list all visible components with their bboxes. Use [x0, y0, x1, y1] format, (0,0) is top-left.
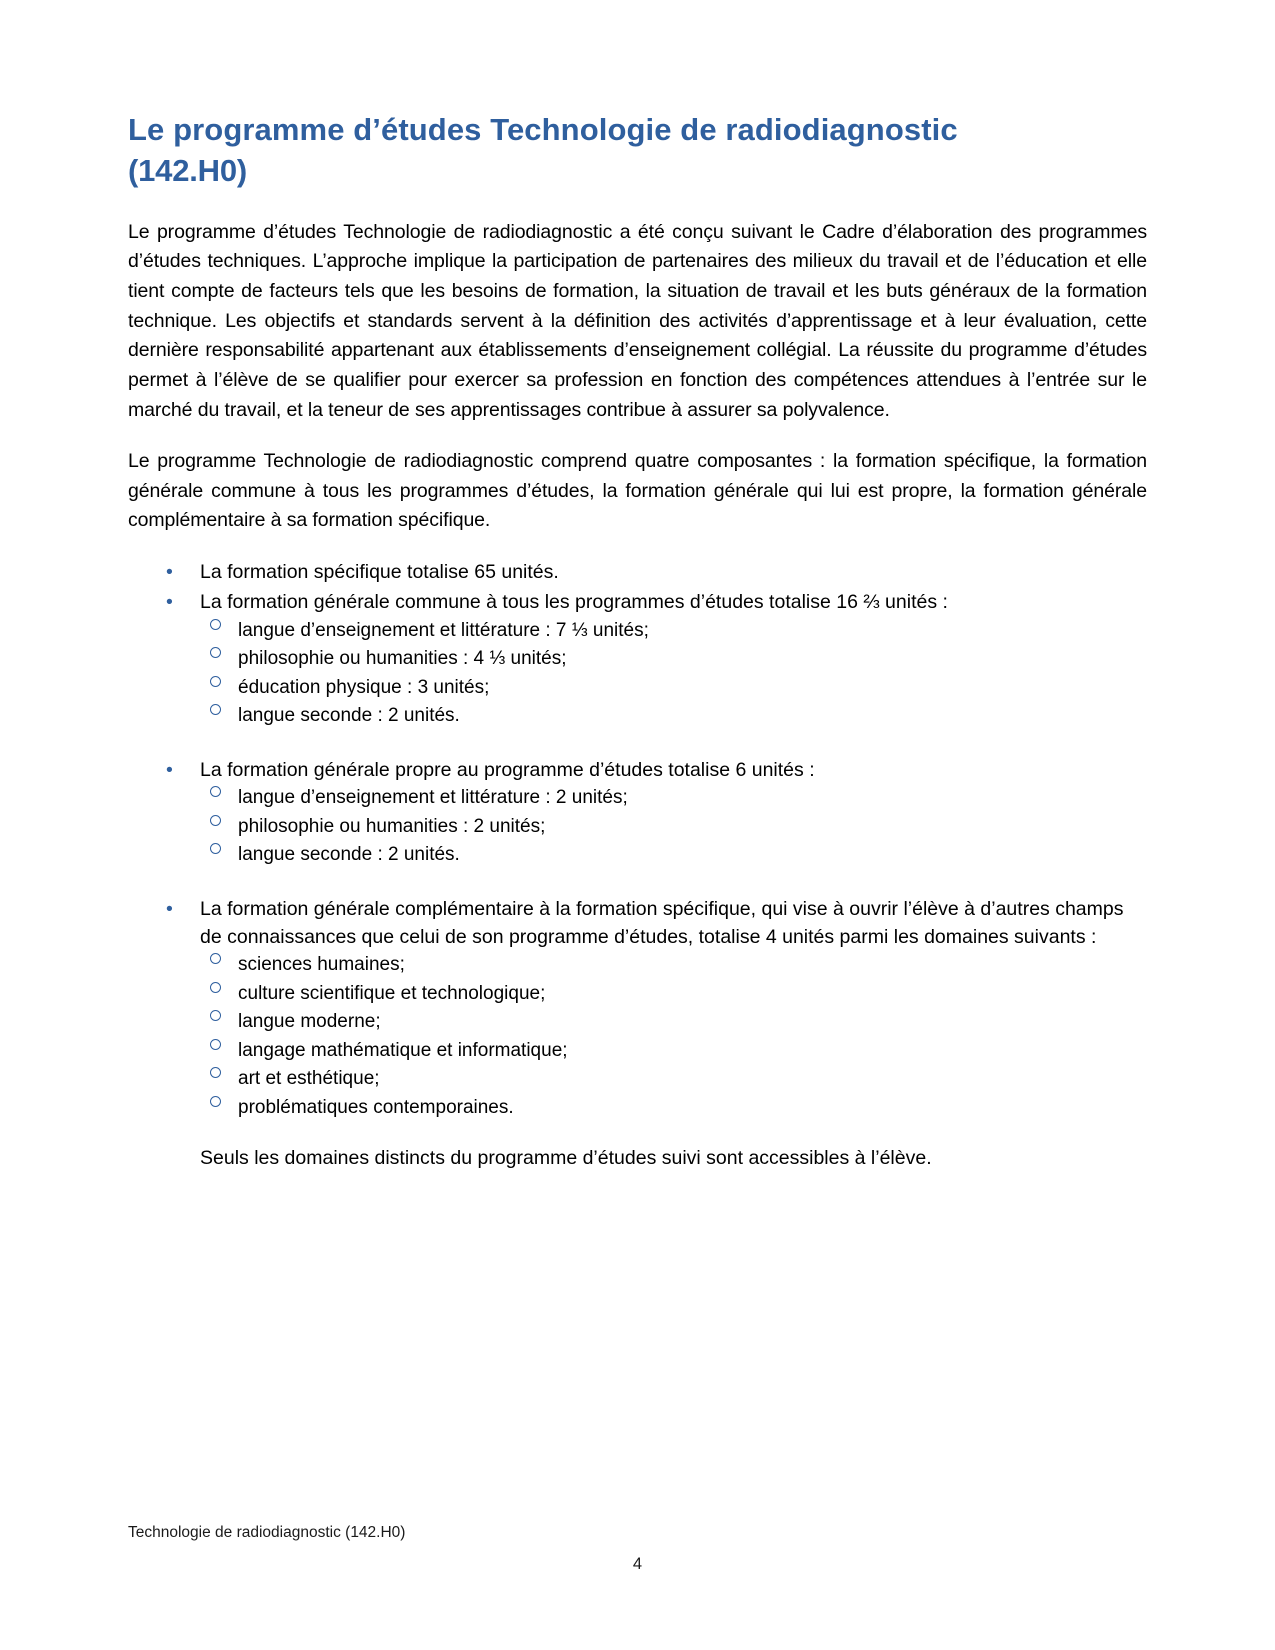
circle-bullet-icon — [210, 1010, 221, 1021]
footer-text: Technologie de radiodiagnostic (142.H0) — [128, 1524, 406, 1541]
list-item — [128, 756, 1147, 869]
sub-list-item-label: culture scientifique et technologique; — [238, 982, 546, 1004]
list-item-label: La formation générale complémentaire à la formation spécifique, qui vise à ouvrir l’élève à d’autres champs de connaissances que celui de son programme d’études, totalise 4 unités parmi les domaines suivants : — [200, 897, 1124, 948]
sub-list-item — [200, 951, 1147, 979]
sub-list-item — [200, 645, 1147, 673]
list-spacer — [128, 871, 1147, 893]
list-item — [128, 558, 1147, 586]
sub-list-item-label: langue seconde : 2 unités. — [238, 705, 460, 727]
sub-list-item-label: éducation physique : 3 unités; — [238, 676, 490, 698]
sub-list-item — [200, 784, 1147, 812]
list-item-label: La formation générale propre au programme d’études totalise 6 unités : — [200, 758, 815, 781]
bullet-icon: • — [166, 758, 173, 781]
circle-bullet-icon — [210, 815, 221, 826]
sub-list — [200, 617, 1147, 730]
sub-list-item — [200, 617, 1147, 645]
circle-bullet-icon — [210, 647, 221, 658]
sub-list-item-label: langue seconde : 2 unités. — [238, 844, 460, 866]
sub-list — [200, 951, 1147, 1121]
circle-bullet-icon — [210, 1067, 221, 1078]
sub-list-item — [200, 1008, 1147, 1036]
sub-list-item — [200, 1094, 1147, 1122]
page-title — [128, 110, 1147, 192]
circle-bullet-icon — [210, 843, 221, 854]
sub-list-item-label: langue d’enseignement et littérature : 7 ⅓ unités; — [238, 619, 649, 641]
list-spacer — [128, 732, 1147, 754]
sub-list-item — [200, 702, 1147, 730]
circle-bullet-icon — [210, 619, 221, 630]
sub-list-item — [200, 813, 1147, 841]
sub-list — [200, 784, 1147, 869]
list-item — [128, 588, 1147, 729]
sub-list-item — [200, 841, 1147, 869]
sub-list-item-label: philosophie ou humanities : 2 unités; — [238, 815, 546, 837]
bullet-icon: • — [166, 591, 173, 614]
list-item — [128, 895, 1147, 1122]
page-number: 4 — [632, 1555, 643, 1573]
components-list — [128, 558, 1147, 1121]
page-title-line-2: (142.H0) — [128, 152, 248, 188]
circle-bullet-icon — [210, 1039, 221, 1050]
bullet-icon: • — [166, 561, 173, 584]
circle-bullet-icon — [210, 676, 221, 687]
list-item-label: La formation spécifique totalise 65 unités. — [200, 561, 559, 584]
sub-list-item — [200, 1065, 1147, 1093]
sub-list-item-label: langue moderne; — [238, 1011, 381, 1033]
intro-paragraph: Le programme d’études Technologie de radiodiagnostic a été conçu suivant le Cadre d’élaboration des programmes d’études techniques. L’approche implique la participation de partenaires des milieux du travail et de l’éducation et elle tient compte de facteurs tels que les besoins de formation, la situation de travail et les buts généraux de la formation technique. Les objectifs et standards servent à la définition des activités d’apprentissage et à leur évaluation, cette dernière responsabilité appartenant aux établissements d’enseignement collégial. La réussite du programme d’études permet à l’élève de se qualifier pour exercer sa profession en fonction des compétences attendues à l’entrée sur le marché du travail, et la teneur de ses apprentissages contribue à assurer sa polyvalence. — [128, 220, 1147, 421]
components-paragraph: Le programme Technologie de radiodiagnostic comprend quatre composantes : la formation spécifique, la formation générale commune à tous les programmes d’études, la formation générale qui lui est propre, la formation générale complémentaire à sa formation spécifique. — [128, 450, 1147, 532]
closing-note: Seuls les domaines distincts du programme d’études suivi sont accessibles à l’élève. — [200, 1146, 932, 1169]
circle-bullet-icon — [210, 786, 221, 797]
sub-list-item-label: langue d’enseignement et littérature : 2 unités; — [238, 787, 628, 809]
circle-bullet-icon — [210, 982, 221, 993]
circle-bullet-icon — [210, 1096, 221, 1107]
circle-bullet-icon — [210, 953, 221, 964]
sub-list-item-label: philosophie ou humanities : 4 ⅓ unités; — [238, 648, 567, 670]
sub-list-item-label: sciences humaines; — [238, 954, 405, 976]
list-item-label: La formation générale commune à tous les programmes d’études totalise 16 ⅔ unités : — [200, 591, 948, 614]
sub-list-item — [200, 674, 1147, 702]
sub-list-item — [200, 980, 1147, 1008]
sub-list-item-label: art et esthétique; — [238, 1068, 380, 1090]
sub-list-item-label: langage mathématique et informatique; — [238, 1039, 568, 1061]
bullet-icon: • — [166, 897, 173, 920]
page-title-line-1: Le programme d’études Technologie de radiodiagnostic — [128, 112, 958, 147]
sub-list-item-label: problématiques contemporaines. — [238, 1096, 514, 1118]
circle-bullet-icon — [210, 704, 221, 715]
sub-list-item — [200, 1037, 1147, 1065]
